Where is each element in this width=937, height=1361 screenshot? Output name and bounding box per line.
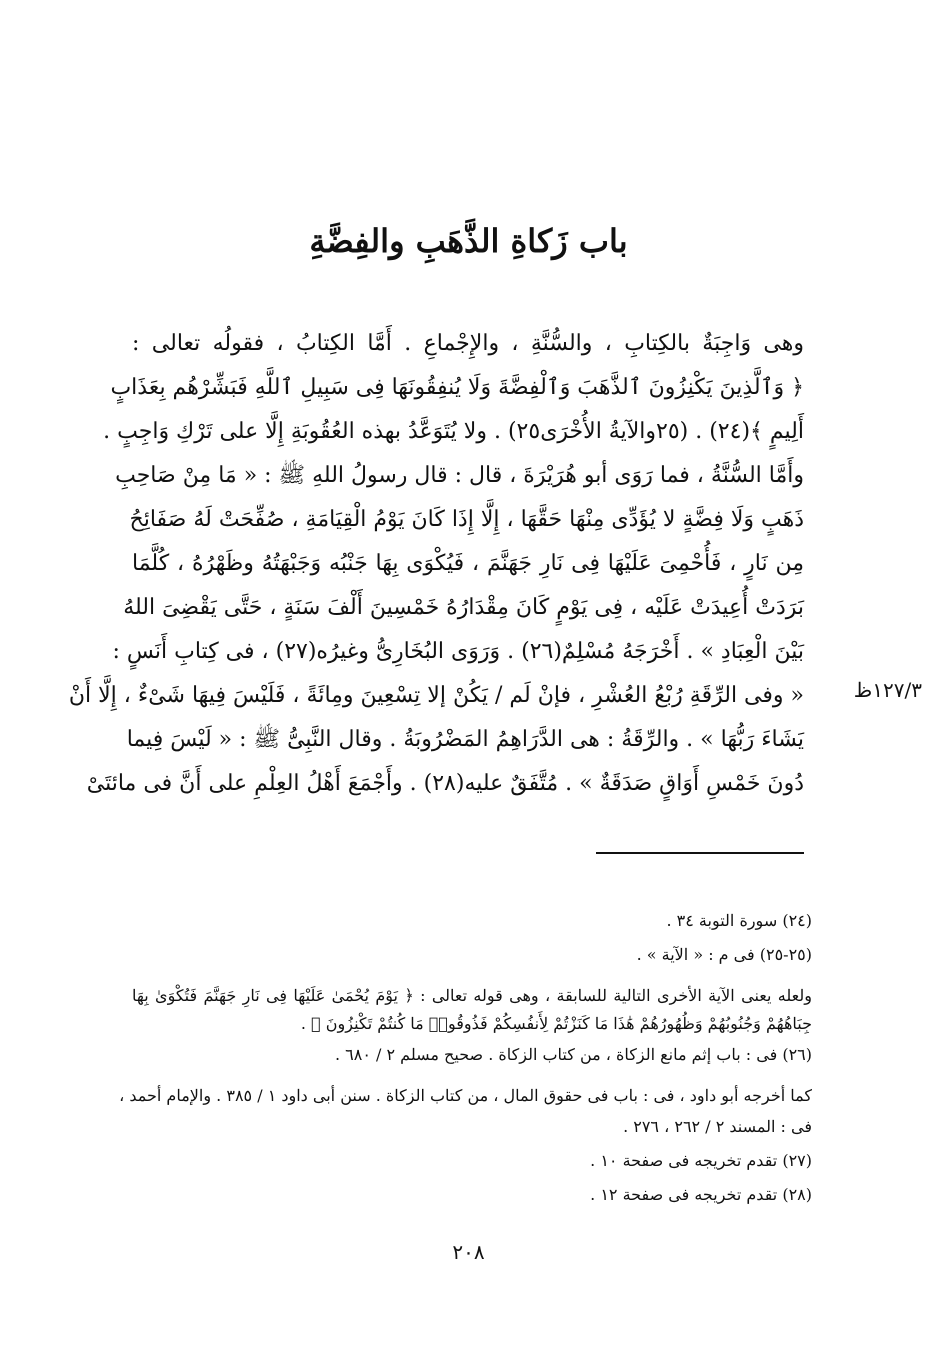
text-line: ذَهَبٍ وَلَا فِضَّةٍ لا يُؤَدِّى مِنْهَا حَقَّهَا ، إِلَّا إِذَا كَانَ يَوْمُ الْقِيَامَةِ ، صُفِّحَتْ لَهُ صَفَائِحُ — [129, 507, 804, 532]
footnote-27: (٢٧) تقدم تخريجه فى صفحة ١٠ . — [590, 1151, 812, 1170]
text-line: « وفى الرِّقَةِ رُبْعُ العُشْرِ ، فإنْ لَم / يَكُنْ إلا تِسْعِينَ ومِائَةً ، فَلَيْسَ فِيهَا شَىْءٌ ، إِلَّا أَنْ — [68, 683, 804, 708]
text-line: وأَمَّا السُّنَّةُ ، فما رَوَى أبو هُرَيْرَةَ ، قال : قال رسولُ اللهِ ﷺ : « مَا مِنْ صَاحِبِ — [115, 463, 804, 488]
text-line: ﴿ وَٱلَّذِينَ يَكْنِزُونَ ٱلذَّهَبَ وَٱلْفِضَّةَ وَلَا يُنفِقُونَهَا فِى سَبِيلِ ٱللَّهِ فَبَشِّرْهُم بِعَذَابٍ — [110, 375, 804, 400]
chapter-title: باب زَكاةِ الذَّهَبِ والفِضَّةِ — [309, 222, 628, 260]
page-number: ٢٠٨ — [452, 1240, 485, 1264]
text-line: أَلِيمٍ ﴾(٢٤) . (٢٥والآيةُ الأُخْرَى٢٥) . ولا يُتَوَعَّدُ بهذه العُقُوبَةِ إِلَّا على تَرْكِ وَاجِبٍ . — [103, 419, 804, 444]
footnote-25-note-line: ولعله يعنى الآية الأخرى التالية للسابقة ، وهى قوله تعالى : ﴿ يَوْمَ يُحْمَىٰ عَلَيْهَا فِى نَارِ جَهَنَّمَ فَتُكْوَىٰ بِهَا — [132, 986, 812, 1005]
text-line: وهى وَاجِبَةٌ بالكِتابِ ، والسُّنَّةِ ، والإِجْماعِ . أَمَّا الكِتابُ ، فقولُه تعالى : — [132, 331, 804, 356]
manuscript-folio-marker: ١٢٧/٣ظ — [853, 678, 922, 702]
text-line: بَيْنَ الْعِبَادِ » . أَخْرَجَهُ مُسْلِمٌ(٢٦) . وَرَوَى البُخَارِىُّ وغيرُه(٢٧) ، فى كِتابِ أَنَسٍ : — [112, 639, 804, 664]
footnotes — [119, 904, 812, 1212]
footnote-divider — [596, 852, 804, 854]
text-line: مِن نَارٍ ، فَأُحْمِىَ عَلَيْهَا فِى نَارِ جَهَنَّمَ ، فَيُكْوَى بِهَا جَنْبُه وَجَبْهَتُهُ وظَهْرُهُ ، كُلَّمَا — [132, 551, 804, 576]
text-line: يَشَاءَ رَبُّهَا » . والرِّقَةُ : هى الدَّرَاهِمُ المَضْرُوبَةُ . وقال النَّبِىُّ ﷺ : « لَيْسَ فِيما — [126, 727, 804, 752]
footnote-25-note-line: جِبَاهُهُمْ وَجُنُوبُهُمْ وَظُهُورُهُمْ هَٰذَا مَا كَنَزْتُمْ لِأَنفُسِكُمْ فَذُوقُوا۟ مَا كُنتُمْ تَكْنِزُونَ ﴾ . — [300, 1014, 812, 1033]
footnote-26-line: فى : المسند ٢ / ٢٦٢ ، ٢٧٦ . — [623, 1117, 812, 1136]
text-line: بَرَدَتْ أُعِيدَتْ عَلَيْه ، فِى يَوْمٍ كَانَ مِقْدَارُهُ خَمْسِينَ أَلْفَ سَنَةٍ ، حَتَّى يَقْضِىَ اللهُ — [123, 595, 804, 620]
footnote-26: (٢٦) فى : باب إثم مانع الزكاة ، من كتاب الزكاة . صحيح مسلم ٢ / ٦٨٠ . — [334, 1045, 812, 1064]
footnote-26-line: كما أخرجه أبو داود ، فى : باب فى حقوق المال ، من كتاب الزكاة . سنن أبى داود ١ / ٣٨٥ . والإمام أحمد ، — [119, 1086, 812, 1105]
footnote-25: (٢٥-٢٥) فى م : « الآية » . — [636, 945, 812, 964]
footnote-24: (٢٤) سورة التوبة ٣٤ . — [666, 911, 812, 930]
text-line: دُونَ خَمْسِ أَوَاقٍ صَدَقَةٌ » . مُتَّفَقٌ عليه(٢٨) . وأَجْمَعَ أَهْلُ العِلْمِ على أَنَّ فى مائتَىْ — [86, 771, 804, 796]
footnote-28: (٢٨) تقدم تخريجه فى صفحة ١٢ . — [590, 1185, 812, 1204]
main-text — [68, 322, 804, 806]
